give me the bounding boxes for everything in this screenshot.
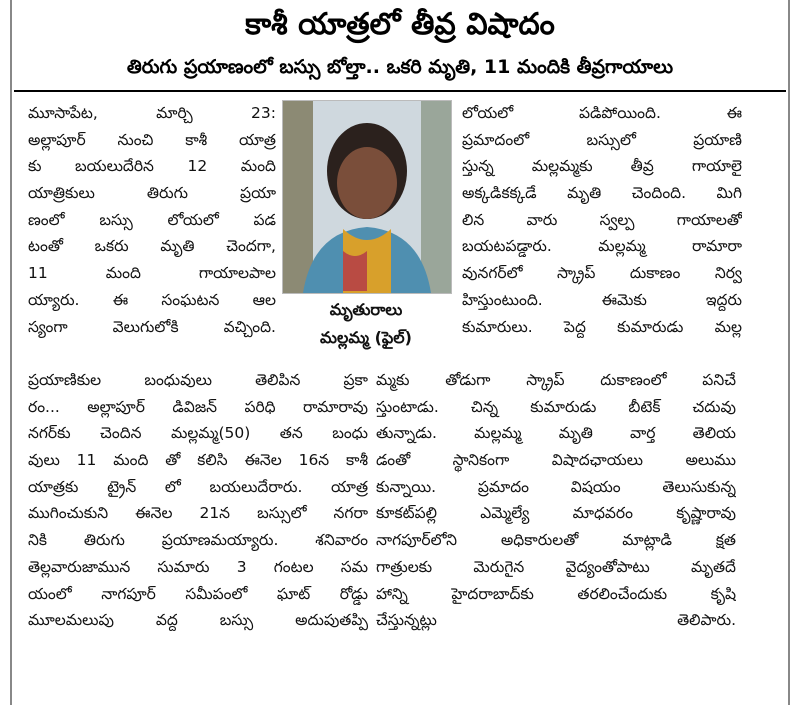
left-column-bottom <box>28 367 368 634</box>
text-line: టంతో ఒకరు మృతి చెందగా, <box>28 237 276 256</box>
photo-caption <box>282 296 450 356</box>
text-line: డంతో స్థానికంగా విషాదఛాయలు అలుము <box>376 451 736 470</box>
text-line: రం... అల్లాపూర్ డివిజన్ పరిధి రామారావు <box>28 397 368 416</box>
text-line: అల్లాపూర్ నుంచి కాశీ యాత్ర <box>28 130 276 149</box>
text-line: అక్కడికక్కడే మృతి చెందింది. మిగి <box>462 184 742 203</box>
text-line: నికి తిరుగు ప్రయాణమయ్యారు. శనివారం <box>28 531 368 550</box>
right-column-bottom <box>376 367 736 634</box>
text-line: కుమారులు. పెద్ద కుమారుడు మల్ల <box>462 317 742 336</box>
text-line: కున్నాయి. ప్రమాదం విషయం తెలుసుకున్న <box>376 477 736 496</box>
text-line: కు బయలుదేరిన 12 మంది <box>28 157 276 176</box>
text-line: ప్రమాదంలో బస్సులో ప్రయాణి <box>462 130 742 149</box>
text-line: వులు 11 మంది తో కలిసి ఈనెల 16న కాశీ <box>28 451 368 470</box>
text-line: కూకట్‌పల్లి ఎమ్మెల్యే మాధవరం కృష్ణారావు <box>376 504 736 523</box>
text-line: నగర్‌కు చెందిన మల్లమ్మ(50) తన బంధు <box>28 424 368 443</box>
text-line: మ్మకు తోడుగా స్క్రాప్ దుకాణంలో పనిచే <box>376 371 736 389</box>
text-line: హాన్ని హైదరాబాద్‌కు తరలించేందుకు కృషి <box>376 584 736 603</box>
text-line: స్తుంటాడు. చిన్న కుమారుడు బీటెక్ చదువు <box>376 397 736 416</box>
portrait-image <box>283 101 451 293</box>
text-line: ణంలో బస్సు లోయలో పడ <box>28 210 276 229</box>
text-line: బయటపడ్డారు. మల్లమ్మ రామారా <box>462 237 742 256</box>
text-line: 11 మంది గాయాలపాల <box>28 264 276 283</box>
text-line: లిన వారు స్వల్ప గాయాలతో <box>462 210 742 229</box>
text-line: స్యంగా వెలుగులోకి వచ్చింది. <box>28 317 276 336</box>
text-line: మూలమలుపు వద్ద బస్సు అదుపుతప్పి <box>28 611 368 630</box>
divider <box>14 90 786 92</box>
subheadline: తిరుగు ప్రయాణంలో బస్సు బోల్తా.. ఒకరి మృతి, 11 మందికి తీవ్రగాయాలు <box>126 56 674 78</box>
right-column-top <box>462 100 742 340</box>
text-line: యంలో నాగపూర్ సమీపంలో ఘాట్ రోడ్డు <box>28 584 368 603</box>
text-line: మూసాపేట, మార్చి 23: <box>28 104 276 122</box>
left-column-top <box>28 100 276 340</box>
text-line: వునగర్‌లో స్క్రాప్ దుకాణం నిర్వ <box>462 264 742 283</box>
text-line: తున్నాడు. మల్లమ్మ మృతి వార్త తెలియ <box>376 424 736 443</box>
text-line: ముగించుకుని ఈనెల 21న బస్సులో నగరా <box>28 504 368 523</box>
text-line: ప్రయాణికుల బంధువులు తెలిపిన ప్రకా <box>28 371 368 389</box>
text-line: హిస్తుంటుంది. ఈమెకు ఇద్దరు <box>462 290 742 309</box>
text-line: యాత్రకు ట్రైన్ లో బయలుదేరారు. యాత్ర <box>28 477 368 496</box>
caption-line: మృతురాలు <box>329 300 403 319</box>
text-line: చేస్తున్నట్లు తెలిపారు. <box>376 611 736 630</box>
text-line: గాత్రులకు మెరుగైన వైద్యంతోపాటు మృతదే <box>376 557 736 576</box>
victim-photo <box>282 100 452 294</box>
headline: కాశీ యాత్రలో తీవ్ర విషాదం <box>245 7 555 42</box>
text-line: యాత్రికులు తిరుగు ప్రయా <box>28 184 276 203</box>
caption-line: మల్లమ్మ (ఫైల్) <box>320 328 412 347</box>
text-line: స్తున్న మల్లమ్మకు తీవ్ర గాయాలై <box>462 157 742 176</box>
text-line: తెల్లవారుజామున సుమారు 3 గంటల సమ <box>28 557 368 576</box>
text-line: లోయలో పడిపోయింది. ఈ <box>462 104 742 122</box>
text-line: య్యారు. ఈ సంఘటన ఆల <box>28 290 276 309</box>
left-border <box>10 0 12 705</box>
text-line: నాగపూర్‌లోని అధికారులతో మాట్లాడి క్షత <box>376 531 736 550</box>
right-border <box>788 0 790 705</box>
